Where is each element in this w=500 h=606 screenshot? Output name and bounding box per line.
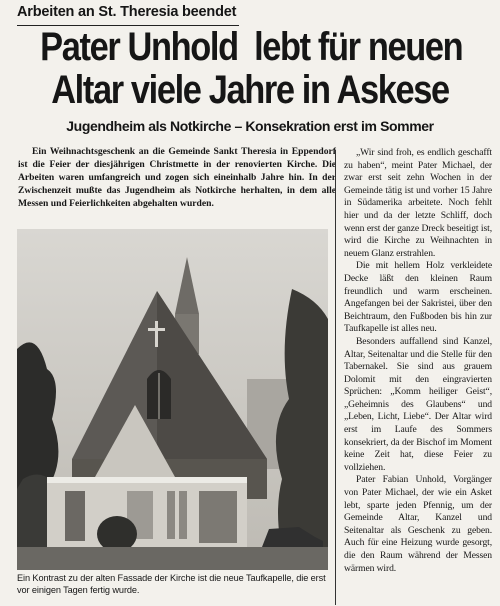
kicker: Arbeiten an St. Theresia beendet (17, 4, 237, 20)
church-photo (17, 229, 328, 570)
body-paragraph: Besonders auffallend sind Kanzel, Altar, Seitenaltar und die Stelle für den Tabernakel. Sie sind aus grauem Dolomit mit den eingravierten Sprüchen: „Komm heiliger Geist“, „Geheimnis des Glaubens“ und „Leben, Licht, Liebe“. Der Altar wird erst im Laufe des Sommers konsekriert, da der Bischof im Moment keine Zeit hat, diese Feier zu vollziehen. (344, 335, 492, 473)
body-paragraph: Pater Fabian Unhold, Vorgänger von Pater Michael, der wie ein Asket lebt, sparte jeden Pfennig, um der Gemeinde Altar, Kanzel und Seitenaltar als Geschenk zu geben. Auch für eine Heizung wurde gesorgt, die den Raum während der Messen wärmen wird. (344, 474, 492, 574)
headline-line-1: Pater Unhold lebt für neuen (40, 25, 463, 69)
body-paragraph: Die mit hellem Holz verkleidete Decke läßt den kleinen Raum freundlich und warm erscheinen. Angefangen bei der Sakristei, über den Beichtraum, den Fußboden bis hin zur Taufkapelle ist alles neu. (344, 260, 492, 335)
column-divider (335, 150, 336, 605)
lead-paragraph: Ein Weihnachtsgeschenk an die Gemeinde Sankt Theresia in Eppendorf ist die Feier der diesjährigen Christmette in der renovierten Kirche. Die Arbeiten waren umfangreich und zogen sich eineinhalb Jahre hin. In der Zwischenzeit mußte das Jugendheim als Notkirche herhalten, in dem alle Messen und Feierlichkeiten abgehalten wurden. (18, 146, 336, 209)
headline (40, 25, 463, 112)
body-column (344, 147, 492, 575)
body-paragraph: „Wir sind froh, es endlich geschafft zu haben“, meint Pater Michael, der zwar erst seit zehn Wochen in der Gemeinde tätig ist und vorher 15 Jahre in Südamerika arbeitete. Noch fehlt hier und da der letzte Schliff, doch wenn erst der ganze Dreck beseitigt ist, wird die Kirche zu Weihnachten in neuem Glanz erstrahlen. (344, 147, 492, 259)
photo-caption: Ein Kontrast zu der alten Fassade der Kirche ist die neue Taufkapelle, die erst vor einigen Tagen fertig wurde. (17, 573, 326, 595)
subheadline: Jugendheim als Notkirche – Konsekration erst im Sommer (66, 118, 434, 134)
headline-line-2: Altar viele Jahre in Askese (51, 68, 449, 112)
church-illustration (17, 229, 328, 570)
